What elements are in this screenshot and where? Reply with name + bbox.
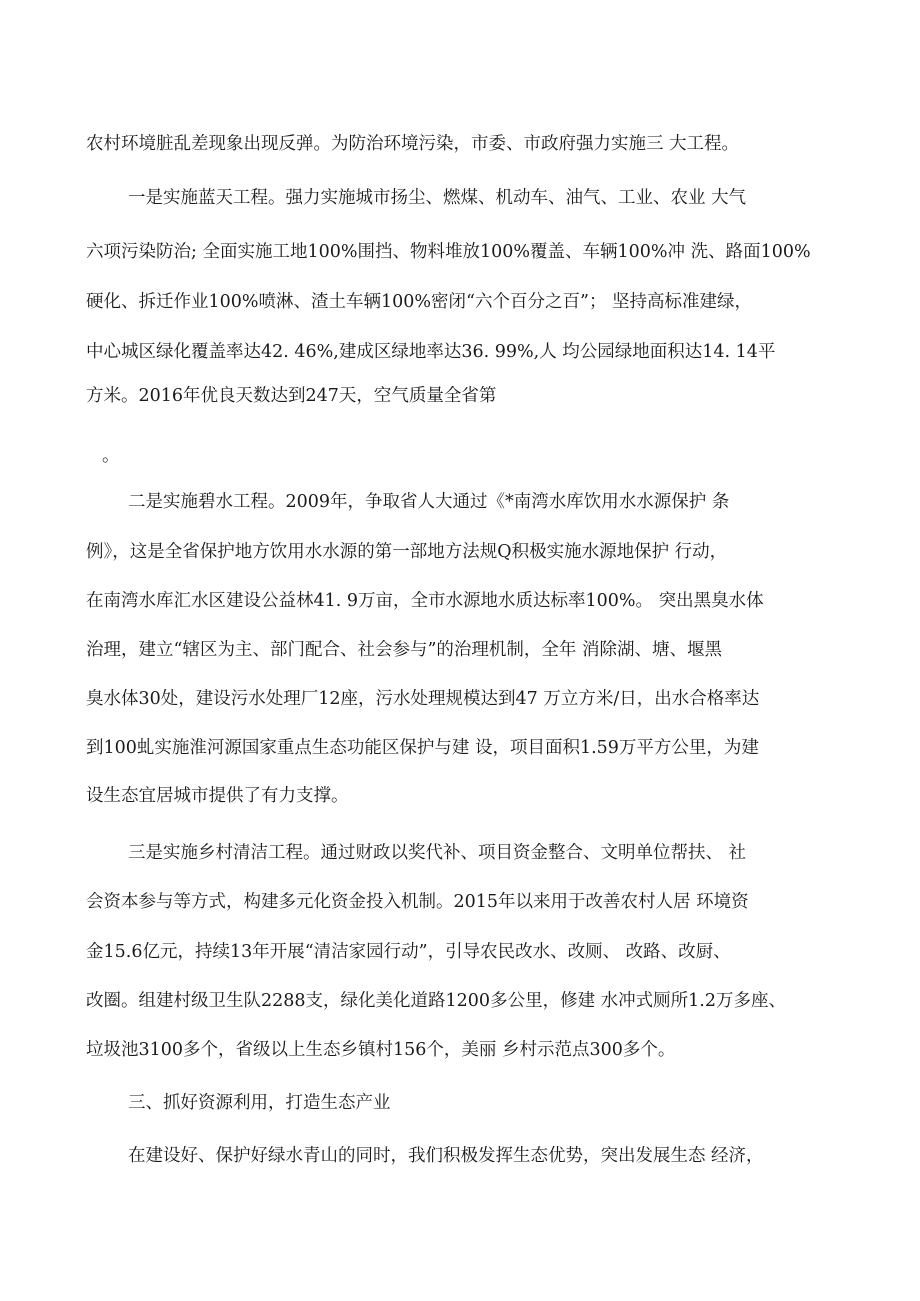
text-line: 例》，这是全省保护地方饮用水水源的第一部地方法规Q积极实施水源地保护 行动， bbox=[86, 542, 728, 562]
text-line: 到100虬实施淮河源国家重点生态功能区保护与建 设，项目面积1.59万平方公里，为建 bbox=[86, 738, 759, 758]
text-line: 金15.6亿元，持续13年开展“清洁家园行动”，引导农民改水、改厕、 改路、改厨、 bbox=[86, 942, 731, 962]
text-line: 六项污染防治; 全面实施工地100%围挡、物料堆放100%覆盖、车辆100%冲 洗、路面100% bbox=[86, 242, 811, 262]
text-line: 设生态宜居城市提供了有力支撑。 bbox=[86, 786, 349, 806]
text-line: 一是实施蓝天工程。强力实施城市扬尘、燃煤、机动车、油气、工业、农业 大气 bbox=[128, 188, 747, 208]
text-line: 硬化、拆迁作业100%喷淋、渣土车辆100%密闭“六个百分之百”； 坚持高标准建绿， bbox=[86, 292, 753, 312]
text-line: 改圈。组建村级卫生队2288支，绿化美化道路1200多公里，修建 水冲式厕所1.2万多座、 bbox=[86, 991, 786, 1011]
text-line: 二是实施碧水工程。2009年，争取省人大通过《*南湾水库饮用水水源保护 条 bbox=[128, 492, 730, 512]
text-line: 在建设好、保护好绿水青山的同时，我们积极发挥生态优势，突出发展生态 经济， bbox=[128, 1146, 764, 1166]
text-line: 臭水体30处，建设污水处理厂12座，污水处理规模达到47 万立方米/日，出水合格率达 bbox=[86, 689, 760, 709]
text-line: 治理，建立“辖区为主、部门配合、社会参与”的治理机制，全年 消除湖、塘、堰黑 bbox=[86, 640, 722, 660]
text-line: 农村环境脏乱差现象出现反弹。为防治环境污染，市委、市政府强力实施三 大工程。 bbox=[86, 134, 740, 154]
section-heading: 三、抓好资源利用，打造生态产业 bbox=[128, 1093, 391, 1113]
text-line: 中心城区绿化覆盖率达42. 46%,建成区绿地率达36. 99%,人 均公园绿地面积达14. 14平 bbox=[86, 342, 776, 362]
text-line: 在南湾水库汇水区建设公益林41. 9万亩，全市水源地水质达标率100%。 突出黑臭水体 bbox=[86, 591, 764, 611]
text-line: 三是实施乡村清洁工程。通过财政以奖代补、项目资金整合、文明单位帮扶、 社 bbox=[128, 843, 747, 863]
text-line: 垃圾池3100多个，省级以上生态乡镇村156个，美丽 乡村示范点300多个。 bbox=[86, 1040, 676, 1060]
text-line: 方米。2016年优良天数达到247天，空气质量全省第 bbox=[86, 386, 497, 406]
text-line: 。 bbox=[102, 446, 120, 466]
text-line: 会资本参与等方式，构建多元化资金投入机制。2015年以来用于改善农村人居 环境资 bbox=[86, 892, 749, 912]
